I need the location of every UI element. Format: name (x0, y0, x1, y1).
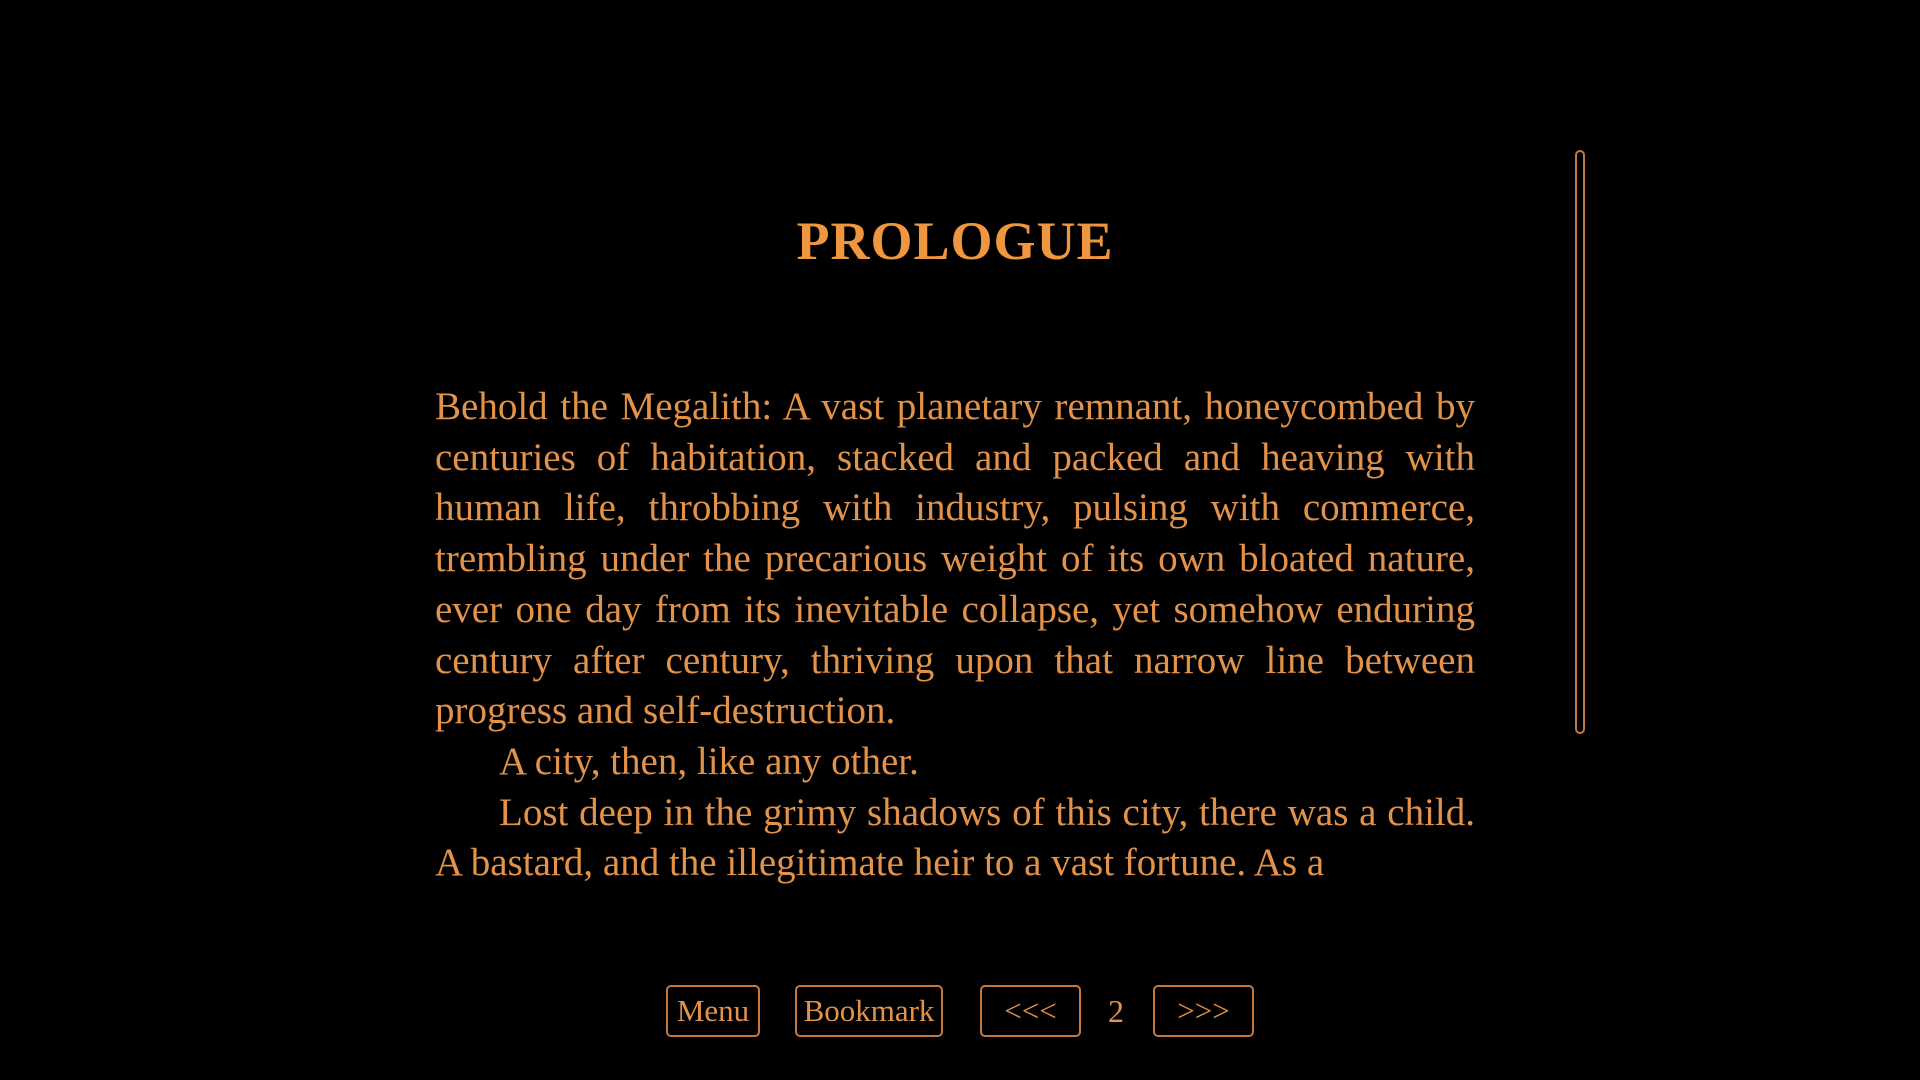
page-number: 2 (1108, 993, 1124, 1029)
bookmark-button[interactable]: Bookmark (795, 985, 943, 1037)
scrollbar[interactable] (1575, 150, 1585, 734)
story-text[interactable] (435, 382, 1475, 887)
next-page-button[interactable]: >>> (1153, 985, 1254, 1037)
story-paragraph: Behold the Megalith: A vast planetary remnant, honeycombed by centuries of habitation, stacked and packed and heaving with human life, throbbing with industry, pulsing with commerce, trembling under the precarious weight of its own bloated nature, ever one day from its inevitable collapse, yet somehow enduring century after century, thriving upon that narrow line between progress and self-destruction. (435, 385, 1475, 733)
previous-page-button[interactable]: <<< (980, 985, 1081, 1037)
menu-button[interactable]: Menu (666, 985, 760, 1037)
story-paragraph: A city, then, like any other. (499, 739, 919, 783)
story-paragraph: Lost deep in the grimy shadows of this city, there was a child. A bastard, and the illegitimate heir to a vast fortune. As a (435, 790, 1475, 885)
page-navigation (0, 985, 1920, 1039)
chapter-title: PROLOGUE (796, 211, 1114, 271)
